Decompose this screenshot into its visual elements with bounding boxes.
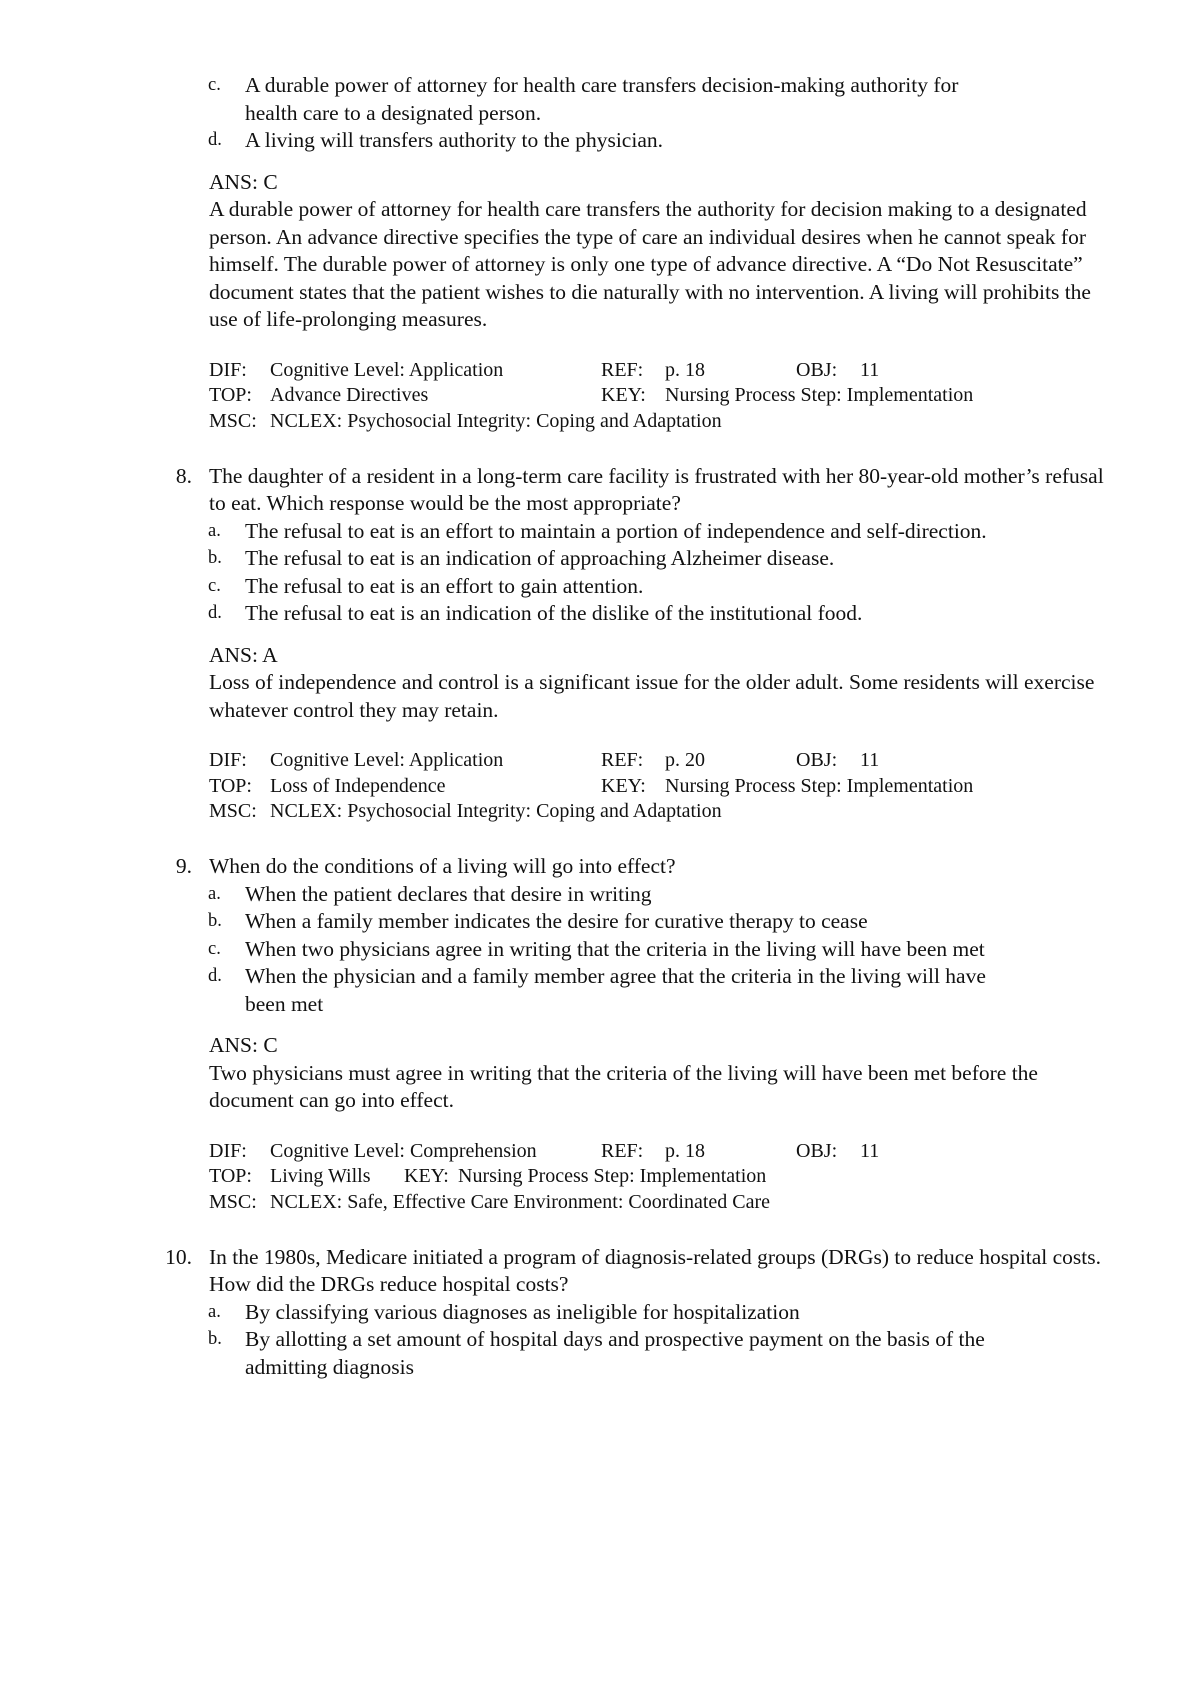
msc-label: MSC:: [209, 1190, 257, 1213]
question-text: The daughter of a resident in a long-term care facility is frustrated with her 80-year-old mother’s refusal to eat. Which response would be the most appropriate?: [209, 463, 1104, 515]
ref-label: REF:: [601, 358, 644, 381]
option-text: When a family member indicates the desire for curative therapy to cease: [245, 909, 868, 933]
option-letter: d.: [208, 603, 222, 623]
option-text: The refusal to eat is an effort to gain attention.: [245, 573, 644, 598]
question-8: [0, 463, 1191, 826]
option-d: [0, 963, 1191, 1018]
key-label: KEY:: [601, 774, 646, 797]
rationale: A durable power of attorney for health care transfers the authority for decision making to a designated person. An advance directive specifies the type of care an individual desires when he cannot speak for himself. The durable power of attorney is only one type of advance directive. A “Do Not Resuscitate” document states that the patient wishes to die naturally with no intervention. A living will prohibits the use of life-prolonging measures.: [209, 197, 1091, 331]
dif-label: DIF:: [209, 358, 247, 381]
option-text: A durable power of attorney for health care transfers decision-making authority for health care to a designated person.: [245, 73, 959, 125]
obj-label: OBJ:: [796, 749, 838, 771]
option-letter: d.: [208, 966, 222, 986]
option-b: [0, 1326, 1191, 1381]
top-label: TOP:: [209, 774, 252, 797]
option-text: A living will transfers authority to the physician.: [245, 128, 663, 152]
rationale: Two physicians must agree in writing that the criteria of the living will have been met before the document can go into effect.: [209, 1060, 1038, 1112]
option-text: When two physicians agree in writing that the criteria in the living will have been met: [245, 936, 985, 961]
option-c: [0, 936, 1191, 964]
ref-label: REF:: [601, 1139, 644, 1162]
option-letter: c.: [208, 938, 221, 959]
obj-label: OBJ:: [796, 358, 838, 381]
obj-value: 11: [860, 749, 880, 771]
key-value: Nursing Process Step: Implementation: [665, 774, 974, 797]
key-value: Nursing Process Step: Implementation: [458, 1165, 767, 1187]
top-label: TOP:: [209, 1165, 252, 1187]
option-d: [0, 127, 1191, 155]
option-a: [0, 881, 1191, 909]
item-metadata: [0, 748, 1191, 825]
question-number: 9.: [175, 854, 192, 878]
option-c: [0, 573, 1191, 601]
obj-label: OBJ:: [796, 1139, 838, 1162]
option-text: The refusal to eat is an indication of the dislike of the institutional food.: [245, 601, 863, 625]
top-label: TOP:: [209, 384, 252, 406]
document-page: [0, 72, 1191, 1381]
key-value: Nursing Process Step: Implementation: [665, 384, 974, 406]
option-text: When the patient declares that desire in writing: [245, 881, 652, 906]
option-b: [0, 545, 1191, 573]
question-7-continued: [0, 72, 1191, 435]
dif-value: Cognitive Level: Comprehension: [270, 1139, 537, 1162]
ref-value: p. 18: [665, 358, 705, 381]
option-a: [0, 518, 1191, 546]
item-metadata: [0, 1139, 1191, 1216]
option-letter: c.: [208, 575, 221, 596]
option-letter: a.: [208, 1301, 221, 1322]
option-text: The refusal to eat is an effort to maintain a portion of independence and self-direction.: [245, 518, 987, 543]
top-value: Loss of Independence: [270, 774, 446, 797]
question-text: In the 1980s, Medicare initiated a program of diagnosis-related groups (DRGs) to reduce hospital costs. How did the DRGs reduce hospital costs?: [209, 1244, 1102, 1296]
answer-key: ANS: C: [209, 1033, 278, 1057]
key-label: KEY:: [404, 1165, 449, 1187]
obj-value: 11: [860, 358, 880, 381]
obj-value: 11: [860, 1139, 880, 1162]
dif-value: Cognitive Level: Application: [270, 749, 504, 771]
option-text: By allotting a set amount of hospital days and prospective payment on the basis of the admitting diagnosis: [245, 1327, 985, 1379]
option-text: By classifying various diagnoses as ineligible for hospitalization: [245, 1299, 800, 1324]
dif-label: DIF:: [209, 749, 247, 771]
msc-label: MSC:: [209, 409, 257, 432]
option-letter: b.: [208, 548, 222, 568]
dif-label: DIF:: [209, 1139, 247, 1162]
msc-value: NCLEX: Safe, Effective Care Environment: Coordinated Care: [270, 1190, 771, 1213]
option-letter: b.: [208, 1329, 222, 1349]
ref-value: p. 18: [665, 1139, 705, 1162]
option-letter: a.: [208, 520, 221, 541]
top-value: Living Wills: [270, 1165, 371, 1187]
top-value: Advance Directives: [270, 384, 429, 406]
rationale: Loss of independence and control is a significant issue for the older adult. Some residents will exercise whatever control they may retain.: [209, 670, 1095, 722]
question-9: [0, 853, 1191, 1216]
option-c: [0, 72, 1191, 127]
ref-value: p. 20: [665, 749, 705, 771]
option-letter: c.: [208, 75, 221, 95]
option-letter: d.: [208, 130, 222, 150]
option-text: When the physician and a family member agree that the criteria in the living will have been met: [245, 964, 986, 1016]
question-stem: [0, 463, 1191, 518]
ref-label: REF:: [601, 749, 644, 771]
option-text: The refusal to eat is an indication of approaching Alzheimer disease.: [245, 546, 835, 570]
option-d: [0, 600, 1191, 628]
question-number: 10.: [165, 1244, 192, 1269]
msc-label: MSC:: [209, 800, 257, 822]
question-stem: [0, 853, 1191, 881]
question-stem: [0, 1244, 1191, 1299]
msc-value: NCLEX: Psychosocial Integrity: Coping and Adaptation: [270, 800, 722, 822]
dif-value: Cognitive Level: Application: [270, 358, 504, 381]
question-10: [0, 1244, 1191, 1382]
answer-key: ANS: C: [209, 169, 278, 194]
option-letter: a.: [208, 883, 221, 904]
question-number: 8.: [175, 463, 192, 488]
answer-key: ANS: A: [209, 642, 278, 667]
option-letter: b.: [208, 911, 222, 931]
question-text: When do the conditions of a living will go into effect?: [209, 854, 676, 878]
item-metadata: [0, 358, 1191, 435]
option-b: [0, 908, 1191, 936]
key-label: KEY:: [601, 384, 646, 406]
option-a: [0, 1299, 1191, 1327]
msc-value: NCLEX: Psychosocial Integrity: Coping and Adaptation: [270, 409, 722, 432]
